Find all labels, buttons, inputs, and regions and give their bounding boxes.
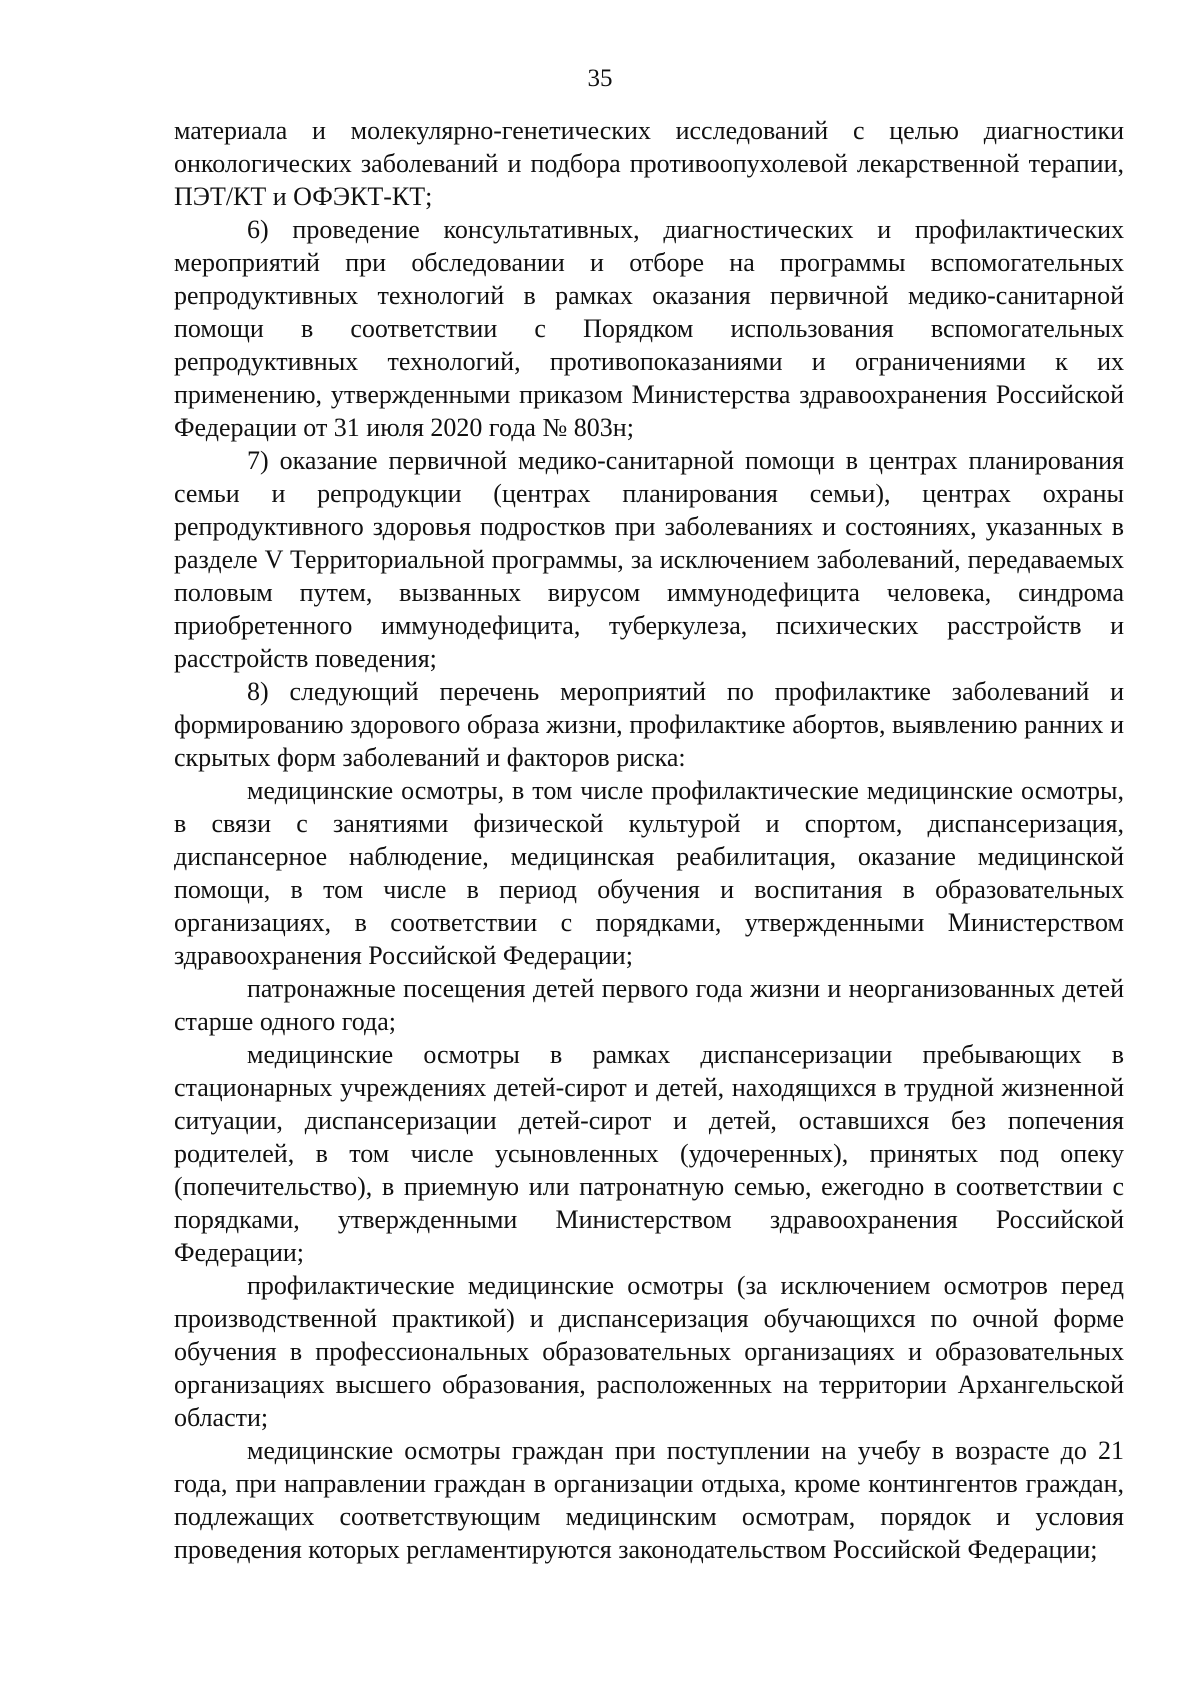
paragraph-patronage-visits: патронажные посещения детей первого года жизни и неорганизованных детей старше одного года; [174, 974, 1124, 1036]
paragraph-item-6: 6) проведение консультативных, диагностических и профилактических мероприятий при обследовании и отборе на программы вспомогательных репродуктивных технологий в рамках оказания первичной медико-санитарной помощи в соответствии с Порядком использования вспомогательных репродуктивных технологий, противопоказаниями и ограничениями к их применению, утвержденными приказом Министерства здравоохранения Российской Федерации от 31 июля 2020 года № 803н; [174, 215, 1124, 442]
document-body [174, 114, 1124, 1566]
paragraph-orphan-examinations: медицинские осмотры в рамках диспансеризации пребывающих в стационарных учреждениях детей-сирот и детей, находящихся в трудной жизненной ситуации, диспансеризации детей-сирот и детей, оставшихся без попечения родителей, в том числе усыновленных (удочеренных), принятых под опеку (попечительство), в приемную или патронатную семью, ежегодно в соответствии с порядками, утвержденными Министерством здравоохранения Российской Федерации; [174, 1040, 1124, 1267]
paragraph-item-7: 7) оказание первичной медико-санитарной помощи в центрах планирования семьи и репродукции (центрах планирования семьи), центрах охраны репродуктивного здоровья подростков при заболеваниях и состояниях, указанных в разделе V Территориальной программы, за исключением заболеваний, передаваемых половым путем, вызванных вирусом иммунодефицита человека, синдрома приобретенного иммунодефицита, туберкулеза, психических расстройств и расстройств поведения; [174, 446, 1124, 673]
paragraph-admission-examinations: медицинские осмотры граждан при поступлении на учебу в возрасте до 21 года, при направлении граждан в организации отдыха, кроме контингентов граждан, подлежащих соответствующим медицинским осмотрам, порядок и условия проведения которых регламентируются законодательством Российской Федерации; [174, 1436, 1124, 1564]
paragraph-student-examinations: профилактические медицинские осмотры (за исключением осмотров перед производственной практикой) и диспансеризация обучающихся по очной форме обучения в профессиональных образовательных организациях и образовательных организациях высшего образования, расположенных на территории Архангельской области; [174, 1271, 1124, 1432]
paragraph-continuation: материала и молекулярно-генетических исследований с целью диагностики онкологических заболеваний и подбора противоопухолевой лекарственной терапии, ПЭТ/КТ и ОФЭКТ-КТ; [174, 116, 1124, 211]
paragraph-medical-examinations: медицинские осмотры, в том числе профилактические медицинские осмотры, в связи с занятиями физической культурой и спортом, диспансеризация, диспансерное наблюдение, медицинская реабилитация, оказание медицинской помощи, в том числе в период обучения и воспитания в образовательных организациях, в соответствии с порядками, утвержденными Министерством здравоохранения Российской Федерации; [174, 776, 1124, 970]
paragraph-item-8: 8) следующий перечень мероприятий по профилактике заболеваний и формированию здорового образа жизни, профилактике абортов, выявлению ранних и скрытых форм заболеваний и факторов риска: [174, 677, 1124, 772]
page-number: 35 [587, 65, 613, 92]
